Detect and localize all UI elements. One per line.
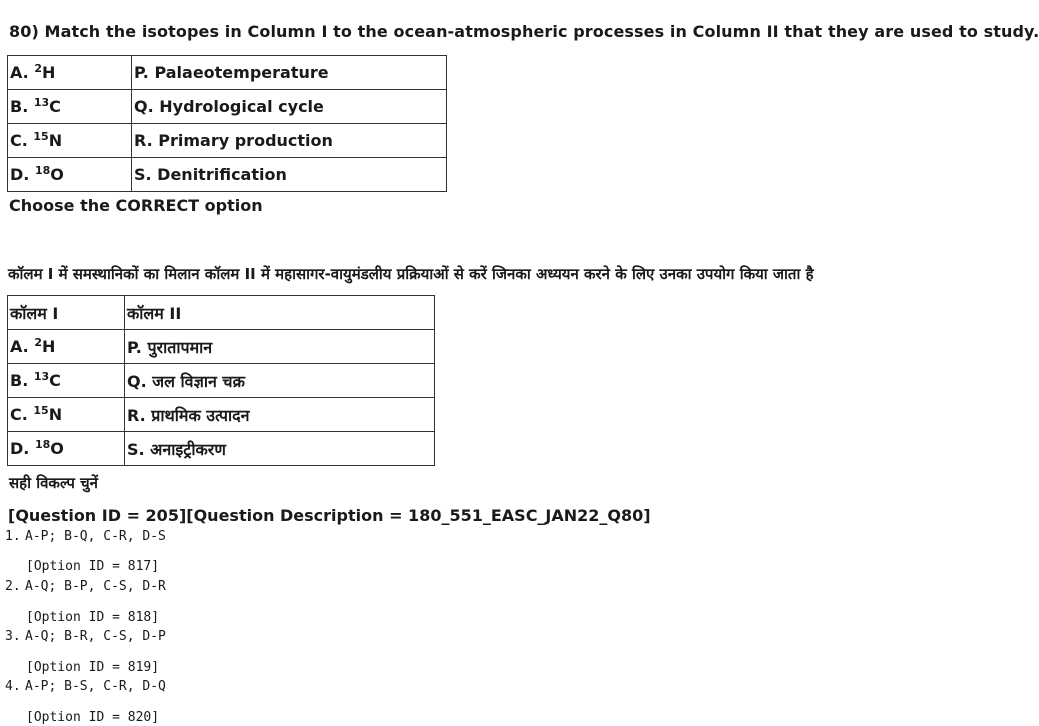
column-1-cell: A. $^2$H (8, 56, 132, 90)
column-2-cell: S. Denitrification (132, 158, 447, 192)
table-row (8, 56, 447, 90)
column-2-cell: R. Primary production (132, 124, 447, 158)
option-text: A-Q; B-R, C-S, D-P (25, 629, 166, 644)
option-number: 3. (5, 629, 21, 644)
column-1-cell: C. $^{15}$N (8, 124, 132, 158)
match-table-english (7, 55, 447, 192)
table-row (8, 330, 435, 364)
table-header-row (8, 296, 435, 330)
column-2-cell: P. पुरातापमान (125, 330, 435, 364)
column-2-cell: R. प्राथमिक उत्पादन (125, 398, 435, 432)
hindi-question-title: कॉलम I में समस्थानिकों का मिलान कॉलम II में महासागर-वायुमंडलीय प्रक्रियाओं से करें जिनका अध्ययन करने के लिए उनका उपयोग किया जाता है (8, 265, 814, 283)
table-row (8, 432, 435, 466)
column-2-cell: Q. Hydrological cycle (132, 90, 447, 124)
column-2-cell: S. अनाइट्रीकरण (125, 432, 435, 466)
option-number: 2. (5, 579, 21, 594)
column-1-cell: A. $^2$H (8, 330, 125, 364)
column-1-cell: D. $^{18}$O (8, 158, 132, 192)
column-1-cell: C. $^{15}$N (8, 398, 125, 432)
option-text: A-P; B-Q, C-R, D-S (25, 529, 166, 544)
option-id: [Option ID = 819] (26, 660, 160, 675)
option-id: [Option ID = 820] (26, 710, 160, 725)
option-4[interactable] (5, 679, 166, 694)
question-id-line: [Question ID = 205][Question Description = 180_551_EASC_JAN22_Q80] (8, 506, 651, 525)
column-1-header: कॉलम I (8, 296, 125, 330)
column-2-cell: Q. जल विज्ञान चक्र (125, 364, 435, 398)
hindi-instruction-text: सही विकल्प चुनें (9, 474, 98, 492)
option-3[interactable] (5, 629, 166, 644)
instruction-text: Choose the CORRECT option (9, 196, 263, 215)
option-2[interactable] (5, 579, 166, 594)
option-number: 1. (5, 529, 21, 544)
option-1[interactable] (5, 529, 166, 544)
column-2-cell: P. Palaeotemperature (132, 56, 447, 90)
column-1-cell: B. $^{13}$C (8, 364, 125, 398)
table-row (8, 158, 447, 192)
option-text: A-Q; B-P, C-S, D-R (25, 579, 166, 594)
table-row (8, 398, 435, 432)
table-row (8, 364, 435, 398)
option-text: A-P; B-S, C-R, D-Q (25, 679, 166, 694)
column-2-header: कॉलम II (125, 296, 435, 330)
option-id: [Option ID = 818] (26, 610, 160, 625)
option-number: 4. (5, 679, 21, 694)
column-1-cell: D. $^{18}$O (8, 432, 125, 466)
question-title: 80) Match the isotopes in Column I to the ocean-atmospheric processes in Column II that they are used to study. (9, 22, 1039, 41)
table-row (8, 90, 447, 124)
column-1-cell: B. $^{13}$C (8, 90, 132, 124)
table-row (8, 124, 447, 158)
option-id: [Option ID = 817] (26, 559, 160, 574)
match-table-hindi (7, 295, 435, 466)
